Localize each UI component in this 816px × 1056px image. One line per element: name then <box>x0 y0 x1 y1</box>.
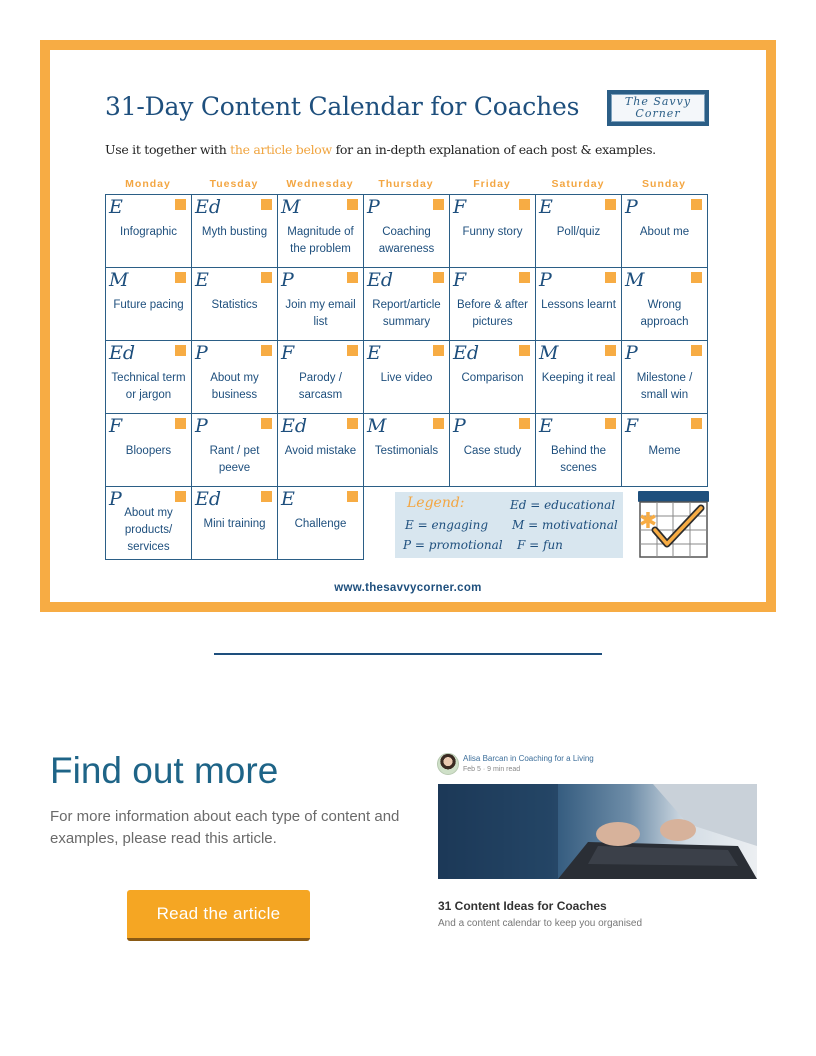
legend-educational: Ed = educational <box>510 498 616 512</box>
content-type-code: P <box>195 342 208 364</box>
content-idea-label <box>108 443 189 460</box>
calendar-day-cell <box>105 486 192 560</box>
content-idea-label <box>366 443 447 460</box>
calendar-day-cell <box>191 194 278 268</box>
content-calendar-poster <box>40 40 776 612</box>
weekday-monday: Monday <box>125 178 171 190</box>
calendar-day-cell <box>535 267 622 341</box>
logo-line-1: The Savvy <box>624 95 692 108</box>
calendar-day-cell <box>277 486 364 560</box>
content-idea-line: Mini training <box>203 518 266 530</box>
content-type-code: Ed <box>195 488 222 510</box>
author-avatar <box>437 753 459 775</box>
checkbox-square[interactable] <box>519 272 530 283</box>
calendar-day-cell <box>535 194 622 268</box>
content-idea-line: approach <box>640 316 689 328</box>
content-type-code: M <box>367 415 387 437</box>
poster-subtitle <box>105 142 656 157</box>
checkbox-square[interactable] <box>433 272 444 283</box>
subtitle-before: Use it together with <box>105 142 231 157</box>
content-idea-label <box>366 370 447 387</box>
content-idea-line: Technical term <box>111 372 186 384</box>
calendar-day-cell <box>449 267 536 341</box>
calendar-day-cell <box>105 194 192 268</box>
content-idea-label <box>538 443 619 477</box>
content-type-code: Ed <box>281 415 308 437</box>
content-idea-line: Meme <box>648 445 681 457</box>
legend-motivational: M = motivational <box>512 518 618 532</box>
content-type-code: Ed <box>195 196 222 218</box>
content-type-code: F <box>453 269 467 291</box>
content-type-code: E <box>539 415 553 437</box>
checkbox-square[interactable] <box>691 199 702 210</box>
calendar-day-cell <box>277 194 364 268</box>
checkbox-square[interactable] <box>519 199 530 210</box>
calendar-day-cell <box>191 413 278 487</box>
calendar-day-cell <box>105 340 192 414</box>
content-type-code: F <box>625 415 639 437</box>
content-idea-line: Case study <box>463 445 522 457</box>
content-idea-line: Live video <box>380 372 433 384</box>
content-idea-label <box>280 443 361 460</box>
content-type-code: F <box>281 342 295 364</box>
content-idea-line: pictures <box>472 316 513 328</box>
content-idea-line: the problem <box>290 243 351 255</box>
content-idea-label <box>108 370 189 404</box>
calendar-day-cell <box>621 340 708 414</box>
checkbox-square[interactable] <box>175 199 186 210</box>
content-idea-line: or jargon <box>125 389 172 401</box>
content-idea-line: awareness <box>378 243 435 255</box>
calendar-day-cell <box>191 486 278 560</box>
content-idea-line: Poll/quiz <box>556 226 601 238</box>
content-idea-line: Avoid mistake <box>284 445 357 457</box>
calendar-day-cell <box>363 194 450 268</box>
laptop-typing-image <box>438 784 757 879</box>
checkbox-square[interactable] <box>175 345 186 356</box>
legend-engaging: E = engaging <box>405 518 489 532</box>
checkbox-square[interactable] <box>261 491 272 502</box>
calendar-day-cell <box>621 194 708 268</box>
content-type-code: F <box>453 196 467 218</box>
content-idea-line: Myth busting <box>201 226 268 238</box>
checkbox-square[interactable] <box>433 345 444 356</box>
content-idea-line: Join my email <box>285 299 356 311</box>
content-idea-line: small win <box>640 389 689 401</box>
checkbox-square[interactable] <box>347 199 358 210</box>
content-type-code: Ed <box>453 342 480 364</box>
calendar-day-cell <box>191 340 278 414</box>
content-idea-line: products/ <box>124 524 173 536</box>
content-type-code: P <box>195 415 208 437</box>
content-idea-label <box>624 297 705 331</box>
checkbox-square[interactable] <box>175 491 186 502</box>
content-type-code: M <box>281 196 301 218</box>
content-idea-line: Behind the <box>551 445 606 457</box>
content-idea-line: summary <box>382 316 431 328</box>
article-preview-card[interactable] <box>435 750 759 940</box>
checkbox-square[interactable] <box>605 199 616 210</box>
content-type-code: Ed <box>109 342 136 364</box>
content-idea-line: Infographic <box>120 226 177 238</box>
calendar-day-cell <box>191 267 278 341</box>
calendar-day-cell <box>277 267 364 341</box>
content-type-code: M <box>109 269 129 291</box>
content-idea-line: business <box>211 389 258 401</box>
content-idea-line: Coaching <box>382 226 431 238</box>
content-idea-label <box>538 297 619 314</box>
content-idea-label <box>280 370 361 404</box>
checkbox-square[interactable] <box>175 418 186 429</box>
content-idea-label <box>366 224 447 258</box>
calendar-day-cell <box>621 267 708 341</box>
checkbox-square[interactable] <box>691 418 702 429</box>
content-idea-line: Future pacing <box>113 299 184 311</box>
logo-line-2: Corner <box>635 107 681 120</box>
calendar-day-cell <box>105 413 192 487</box>
content-idea-line: Testimonials <box>374 445 439 457</box>
content-type-code: E <box>539 196 553 218</box>
content-type-code: P <box>625 196 638 218</box>
checkbox-square[interactable] <box>691 345 702 356</box>
content-idea-label <box>280 516 361 533</box>
calendar-day-cell <box>363 340 450 414</box>
content-idea-line: Report/article <box>372 299 441 311</box>
content-idea-label <box>194 224 275 241</box>
checkbox-square[interactable] <box>433 199 444 210</box>
calendar-day-cell <box>621 413 708 487</box>
content-idea-label <box>452 370 533 387</box>
checkbox-square[interactable] <box>261 199 272 210</box>
content-type-code: P <box>539 269 552 291</box>
checkbox-square[interactable] <box>347 418 358 429</box>
content-idea-label <box>108 224 189 241</box>
legend-promotional: P = promotional <box>403 538 503 552</box>
legend-fun: F = fun <box>517 538 563 552</box>
content-idea-line: sarcasm <box>298 389 343 401</box>
checkbox-square[interactable] <box>261 345 272 356</box>
content-idea-line: Comparison <box>461 372 524 384</box>
checkbox-square[interactable] <box>175 272 186 283</box>
content-idea-label <box>624 370 705 404</box>
calendar-day-cell <box>105 267 192 341</box>
calendar-day-cell <box>535 340 622 414</box>
content-idea-line: Before & after <box>457 299 528 311</box>
find-out-more-heading: Find out more <box>50 750 279 791</box>
content-idea-label <box>624 443 705 460</box>
content-type-code: E <box>109 196 123 218</box>
content-idea-line: About my <box>210 372 259 384</box>
content-idea-line: Keeping it real <box>541 372 616 384</box>
checkbox-square[interactable] <box>519 345 530 356</box>
content-type-code: Ed <box>367 269 394 291</box>
weekday-tuesday: Tuesday <box>209 178 259 190</box>
content-type-code: E <box>195 269 209 291</box>
content-idea-line: Challenge <box>294 518 347 530</box>
find-out-more-text: For more information about each type of content and examples, please read this article. <box>50 808 400 847</box>
article-title[interactable]: 31 Content Ideas for Coaches <box>438 899 607 913</box>
content-idea-line: Wrong <box>647 299 682 311</box>
checkbox-square[interactable] <box>347 272 358 283</box>
calendar-day-cell <box>535 413 622 487</box>
content-idea-label <box>108 297 189 314</box>
content-type-code: P <box>109 488 122 510</box>
article-link[interactable]: the article below <box>230 142 332 157</box>
content-idea-label <box>452 297 533 331</box>
content-idea-label <box>108 505 189 556</box>
content-type-code: E <box>281 488 295 510</box>
checkbox-square[interactable] <box>605 418 616 429</box>
content-type-code: F <box>109 415 123 437</box>
content-idea-line: Parody / <box>299 372 342 384</box>
article-meta: Feb 5 · 9 min read <box>463 766 521 773</box>
calendar-day-cell <box>449 194 536 268</box>
weekday-thursday: Thursday <box>378 178 434 190</box>
content-idea-line: Lessons learnt <box>541 299 616 311</box>
weekday-friday: Friday <box>473 178 511 190</box>
subtitle-after: for an in-depth explanation of each post & examples. <box>331 142 656 157</box>
content-idea-line: Magnitude of <box>287 226 354 238</box>
calendar-check-icon <box>637 490 711 560</box>
checkbox-square[interactable] <box>433 418 444 429</box>
content-idea-label <box>280 297 361 331</box>
content-idea-label <box>624 224 705 241</box>
checkbox-square[interactable] <box>261 418 272 429</box>
content-idea-label <box>194 443 275 477</box>
content-idea-label <box>538 370 619 387</box>
content-idea-label <box>194 297 275 314</box>
checkbox-square[interactable] <box>691 272 702 283</box>
content-type-code: P <box>453 415 466 437</box>
content-idea-label <box>452 224 533 241</box>
calendar-day-cell <box>277 340 364 414</box>
content-type-code: E <box>367 342 381 364</box>
content-idea-label <box>194 370 275 404</box>
content-type-code: M <box>625 269 645 291</box>
calendar-day-cell <box>363 267 450 341</box>
calendar-day-cell <box>277 413 364 487</box>
checkbox-square[interactable] <box>519 418 530 429</box>
checkbox-square[interactable] <box>261 272 272 283</box>
checkbox-square[interactable] <box>605 272 616 283</box>
weekday-sunday: Sunday <box>642 178 686 190</box>
weekday-saturday: Saturday <box>551 178 605 190</box>
content-idea-line: services <box>127 541 170 553</box>
content-type-code: P <box>625 342 638 364</box>
calendar-day-cell <box>449 413 536 487</box>
article-author[interactable]: Alisa Barcan in Coaching for a Living <box>463 754 594 763</box>
calendar-day-cell <box>449 340 536 414</box>
content-type-code: P <box>367 196 380 218</box>
content-idea-label <box>366 297 447 331</box>
checkbox-square[interactable] <box>347 345 358 356</box>
content-idea-line: About my <box>124 507 173 519</box>
content-idea-line: scenes <box>560 462 597 474</box>
legend-box <box>395 492 623 558</box>
article-hero-image[interactable] <box>438 784 757 879</box>
content-idea-line: About me <box>639 226 690 238</box>
section-divider <box>214 653 602 655</box>
calendar-day-cell <box>363 413 450 487</box>
legend-title: Legend: <box>407 495 465 511</box>
poster-url[interactable]: www.thesavvycorner.com <box>334 582 482 594</box>
svg-text:✱: ✱ <box>638 509 658 534</box>
content-idea-line: peeve <box>218 462 251 474</box>
content-idea-line: Statistics <box>211 299 258 311</box>
content-idea-label <box>538 224 619 241</box>
poster-title: 31-Day Content Calendar for Coaches <box>105 92 580 121</box>
weekday-wednesday: Wednesday <box>286 178 354 190</box>
checkbox-square[interactable] <box>347 491 358 502</box>
article-subtitle: And a content calendar to keep you organised <box>438 918 643 929</box>
read-article-button[interactable]: Read the article <box>127 890 310 941</box>
content-idea-label <box>194 516 275 533</box>
content-type-code: P <box>281 269 294 291</box>
content-idea-line: Bloopers <box>125 445 172 457</box>
checkbox-square[interactable] <box>605 345 616 356</box>
weekday-header-row <box>105 178 708 192</box>
content-type-code: M <box>539 342 559 364</box>
content-idea-line: Rant / pet <box>209 445 260 457</box>
content-idea-line: Funny story <box>462 226 523 238</box>
savvy-corner-logo <box>607 90 709 126</box>
content-idea-line: Milestone / <box>636 372 693 384</box>
content-idea-label <box>280 224 361 258</box>
content-idea-label <box>452 443 533 460</box>
content-idea-line: list <box>313 316 328 328</box>
